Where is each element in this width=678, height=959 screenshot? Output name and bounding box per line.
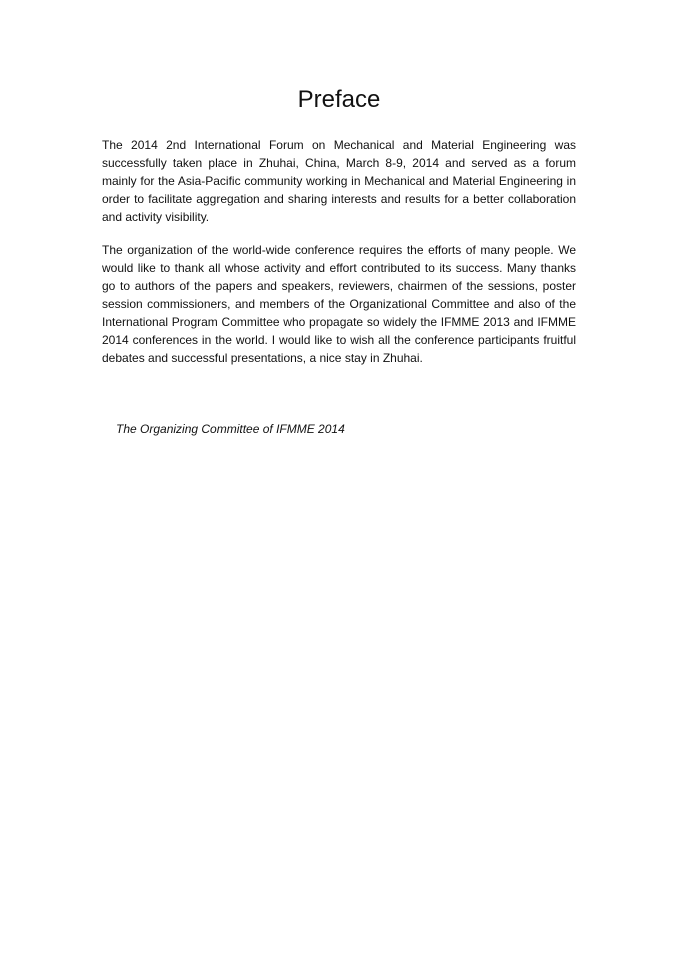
- page-title: Preface: [297, 86, 381, 113]
- preface-paragraph-intro: The 2014 2nd International Forum on Mechanical and Material Engineering was successfully taken place in Zhuhai, China, March 8-9, 2014 and served as a forum mainly for the Asia-Pacific community working in Mechanical and Material Engineering in order to facilitate aggregation and sharing interests and results for a better collaboration and activity visibility.: [102, 138, 576, 224]
- preface-paragraph-thanks: The organization of the world-wide conference requires the efforts of many people. We would like to thank all whose activity and effort contributed to its success. Many thanks go to authors of the papers and speakers, reviewers, chairmen of the sessions, poster session commissioners, and members of the Organizational Committee and also of the International Program Committee who propagate so widely the IFMME 2013 and IFMME 2014 conferences in the world. I would like to wish all the conference participants fruitful debates and successful presentations, a nice stay in Zhuhai.: [102, 243, 576, 365]
- signature-line: The Organizing Committee of IFMME 2014: [116, 422, 345, 436]
